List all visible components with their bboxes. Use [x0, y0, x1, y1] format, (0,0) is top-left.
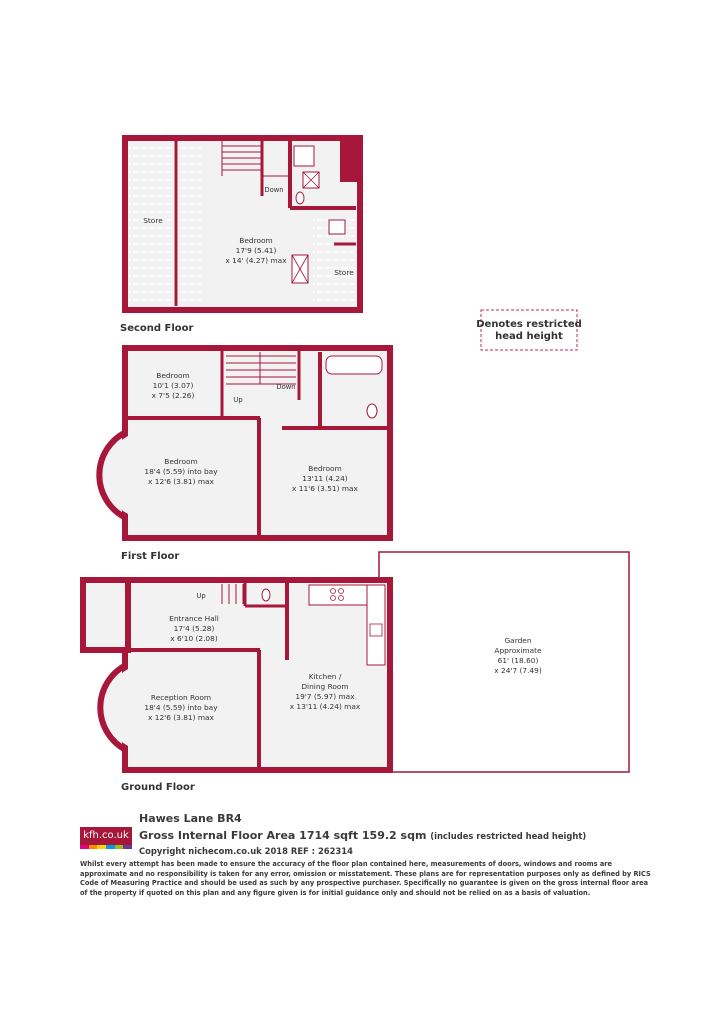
first-bedroom-rear-dim1: 13'11 (4.24) [302, 474, 348, 483]
garden-name: Garden [504, 636, 532, 645]
first-stair-down: Down [276, 383, 296, 391]
first-floor [99, 348, 390, 562]
kitchen-name2: Dining Room [301, 682, 349, 691]
first-bedroom-bay-dim1: 18'4 (5.59) into bay [144, 467, 218, 476]
garden-name2: Approximate [494, 646, 542, 655]
second-store-left: Store [143, 216, 163, 225]
first-bedroom-bay-name: Bedroom [164, 457, 198, 466]
kitchen-name: Kitchen / [308, 672, 342, 681]
logo-text: kfh.co.uk [83, 830, 129, 841]
shower-tray [294, 146, 314, 166]
kitchen-counter [309, 585, 367, 605]
first-bedroom-rear-dim2: x 11'6 (3.51) max [292, 484, 358, 493]
disclaimer: Whilst every attempt has been made to ensure the accuracy of the floor plan contained here, measurements of doors, windows and rooms are approximate and no responsibility is taken for any error, omission or misstatement. These plans are for representation purposes only as defined by RICS Code of Measuring Practice and should be used as such by any prospective purchaser. Specifically no guarantee is given on the gross internal floor area of the property if quoted on this plan and any figure given is for initial guidance only and should not be relied on as a basis of valuation. [80, 860, 651, 897]
copyright: Copyright nichecom.co.uk 2018 REF : 262314 [139, 846, 353, 856]
porch-outline [83, 580, 128, 650]
reception-name: Reception Room [150, 693, 212, 702]
legend-line1: Denotes restricted [476, 319, 582, 330]
logo-stripe [80, 845, 132, 849]
logo-stripe-segment [89, 845, 98, 849]
reception-dim1: 18'4 (5.59) into bay [144, 703, 218, 712]
kitchen-dim2: x 13'11 (4.24) max [289, 702, 361, 711]
sink-icon [370, 624, 382, 636]
reception-dim2: x 12'6 (3.81) max [148, 713, 214, 722]
second-floor [120, 138, 360, 334]
hall-name: Entrance Hall [169, 614, 219, 623]
second-floor-restricted-left [129, 142, 201, 306]
first-floor-toilet [367, 404, 377, 418]
property-address: Hawes Lane BR4 [139, 812, 242, 825]
second-floor-label: Second Floor [120, 323, 194, 334]
first-bedroom-small-name: Bedroom [156, 371, 190, 380]
second-stair-down: Down [264, 186, 284, 194]
first-bedroom-rear-name: Bedroom [308, 464, 342, 473]
logo-stripe-segment [97, 845, 106, 849]
ground-floor-toilet [262, 589, 270, 601]
first-stair-up: Up [233, 396, 243, 404]
ground-floor-label: Ground Floor [121, 782, 195, 793]
garden-dim2: x 24'7 (7.49) [494, 666, 542, 675]
logo-stripe-segment [80, 845, 89, 849]
ground-stair-up: Up [196, 592, 206, 600]
legend [476, 310, 582, 350]
legend-swatch [481, 310, 577, 350]
hall-dim1: 17'4 (5.28) [173, 624, 215, 633]
first-bedroom-small-dim1: 10'1 (3.07) [152, 381, 194, 390]
logo-stripe-segment [115, 845, 124, 849]
second-bedroom-name: Bedroom [239, 236, 273, 245]
kfh-logo[interactable] [80, 827, 132, 849]
ground-floor [83, 552, 629, 793]
skylight-window [329, 220, 345, 234]
first-bedroom-bay-dim2: x 12'6 (3.81) max [148, 477, 214, 486]
second-bedroom-dim2: x 14' (4.27) max [225, 256, 287, 265]
legend-line2: head height [495, 331, 563, 342]
first-floor-label: First Floor [121, 551, 180, 562]
toilet-fixture [296, 192, 304, 204]
floor-area [139, 829, 586, 842]
garden-dim1: 61' (18.60) [497, 656, 539, 665]
logo-stripe-segment [123, 845, 132, 849]
floor-area-main: Gross Internal Floor Area 1714 sqft 159.2 sqm [139, 829, 427, 842]
second-bedroom-dim1: 17'9 (5.41) [235, 246, 277, 255]
chimney-breast [340, 140, 358, 182]
bathtub [326, 356, 382, 374]
hall-dim2: x 6'10 (2.08) [170, 634, 218, 643]
kitchen-dim1: 19'7 (5.97) max [295, 692, 355, 701]
floor-area-note: (includes restricted head height) [430, 831, 587, 841]
logo-stripe-segment [106, 845, 115, 849]
second-store-right: Store [334, 268, 354, 277]
first-bedroom-small-dim2: x 7'5 (2.26) [151, 391, 195, 400]
